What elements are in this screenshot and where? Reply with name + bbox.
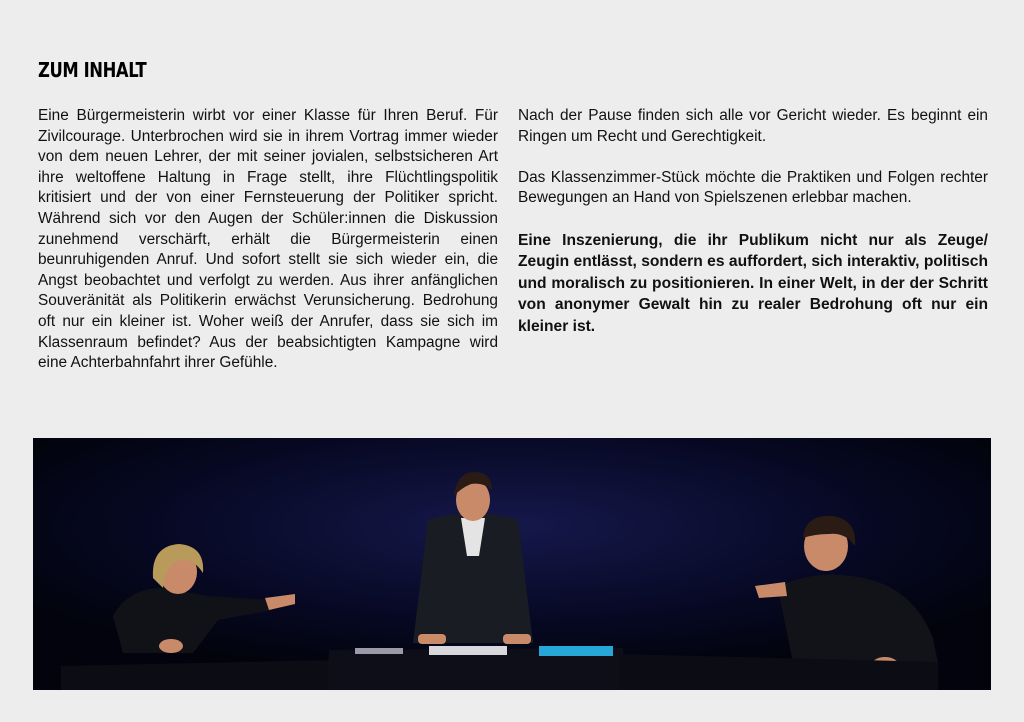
left-text-column (38, 106, 498, 394)
stage-photo (33, 438, 991, 690)
section-heading: ZUM INHALT (38, 58, 147, 82)
purpose-paragraph: Das Klassenzimmer-Stück möchte die Praktiken und Folgen rechter Bewegungen an Hand von Spielszenen erlebbar machen. (518, 168, 988, 207)
right-text-column (518, 106, 988, 358)
blue-folder (539, 646, 613, 656)
papers (429, 646, 507, 655)
highlight-paragraph: Eine Inszenierung, die ihr Publikum nicht nur als Zeuge/ Zeugin entlässt, sondern es auffordert, sich interaktiv, politisch und moralisch zu positionieren. In einer Welt, in der der Schritt von anonymer Gewalt hin zu realer Bedrohung oft nur ein kleiner ist. (518, 231, 988, 335)
stage-photo-icon (33, 438, 991, 690)
court-paragraph: Nach der Pause finden sich alle vor Gericht wieder. Es beginnt ein Ringen um Recht und Gerechtigkeit. (518, 107, 988, 145)
paper-left (355, 648, 403, 654)
synopsis-paragraph: Eine Bürgermeisterin wirbt vor einer Klasse für Ihren Beruf. Für Zivilcourage. Unterbrochen wird sie in ihrem Vortrag immer wieder von dem neuen Lehrer, der mit seiner jovialen, selbstsicheren Art ihre weltoffene Haltung in Frage stellt, ihre Flüchtlingspolitik kritisiert und der von einer Fernsteuerung der Politiker spricht. Während sich vor den Augen der Schüler:innen die Diskussion zunehmend verschärft, erhält die Bürgermeisterin einen beunruhigenden Anruf. Und sofort stellt sie sich wieder ein, die Angst beobachtet und verfolgt zu werden. Aus ihrer anfänglichen Souveränität als Politikerin erwächst Verunsicherung. Bedrohung oft nur ein kleiner ist. Woher weiß der Anrufer, dass sie sich im Klassenraum befindet? Aus der beabsichtigten Kampagne wird eine Achterbahnfahrt ihrer Gefühle. (38, 107, 498, 372)
